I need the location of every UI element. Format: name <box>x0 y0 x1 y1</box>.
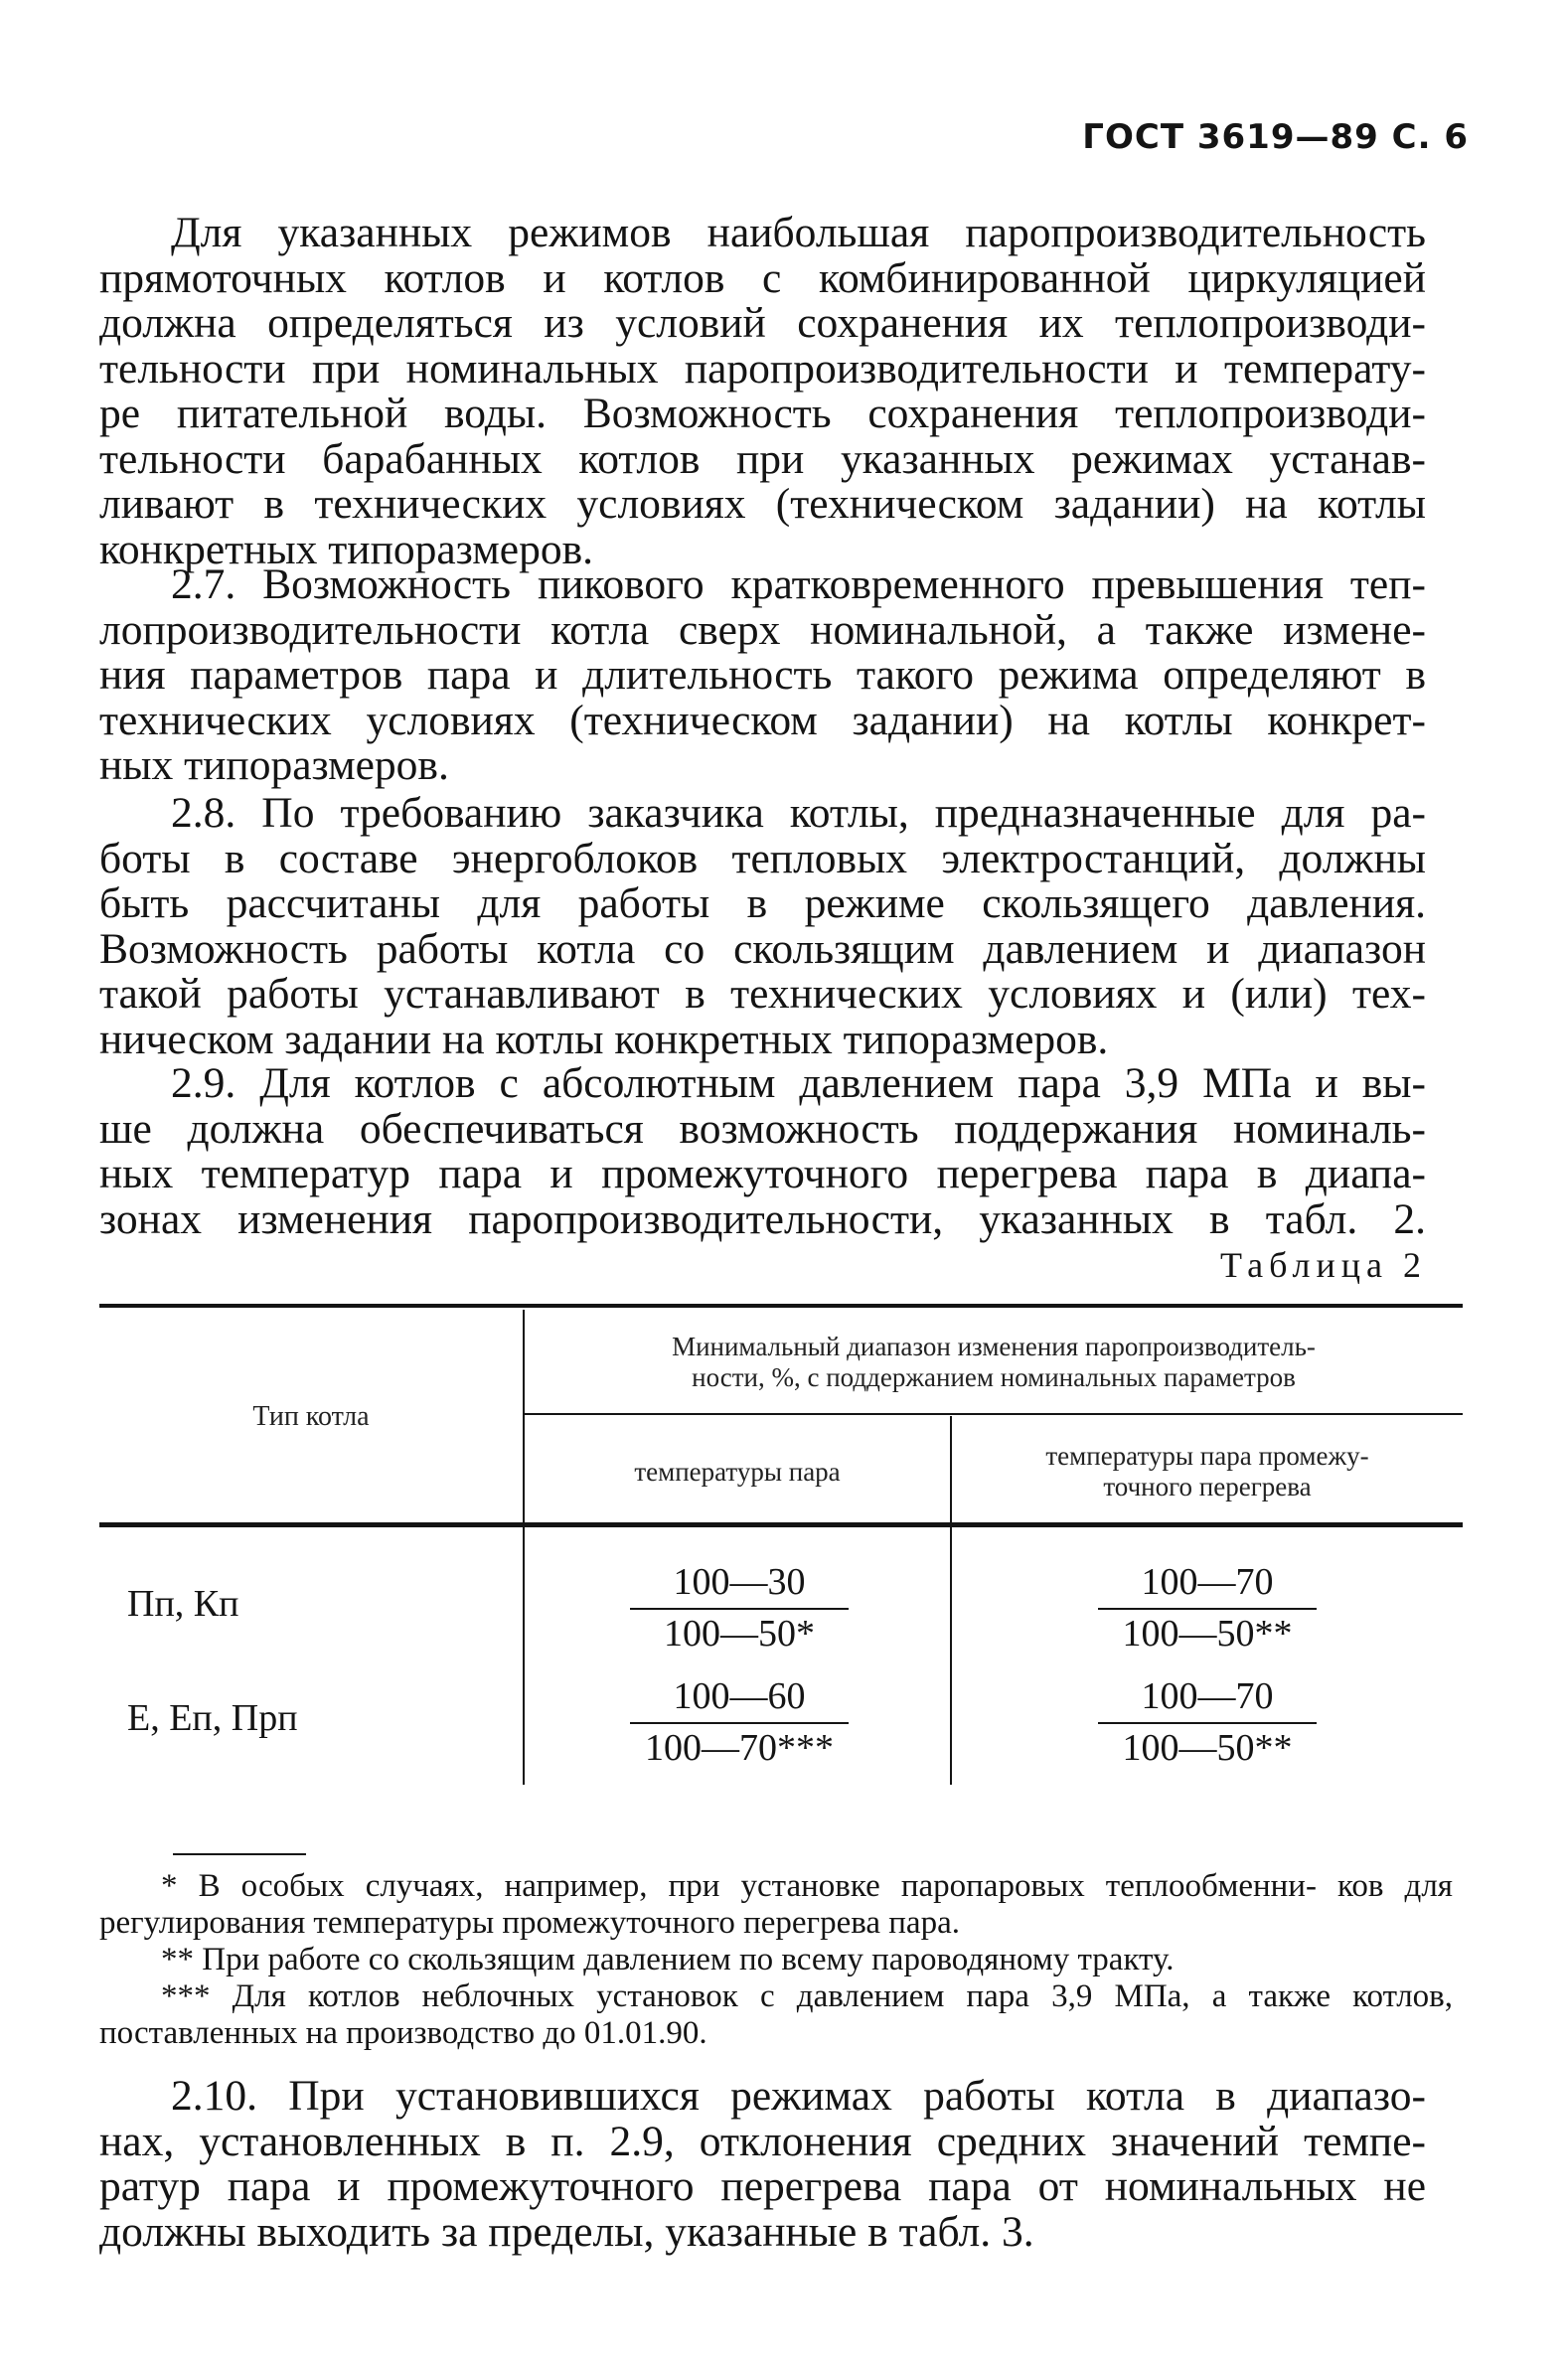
footnote-3: *** Для котлов неблочных установок с давлением пара 3,9 МПа, а также котлов, поставленных на производство до 01.01.90. <box>99 1978 1453 2051</box>
table-header-rule <box>99 1522 1463 1527</box>
text-line: Для указанных режимов наибольшая паропроизводительность <box>171 209 1426 256</box>
fraction-denominator: 100—70*** <box>645 1727 834 1769</box>
col-header-reheat <box>952 1441 1463 1502</box>
text-line: быть рассчитаны для работы в режиме скользящего давления. <box>99 879 1426 927</box>
text-line: тельности барабанных котлов при указанных режимах устанав- <box>99 434 1426 483</box>
reheat-range-cell <box>1098 1560 1317 1656</box>
table-top-rule <box>99 1304 1463 1308</box>
paragraph-intro <box>99 211 1426 572</box>
text-line: Возможность работы котла со скользящим давлением и диапазон <box>99 924 1426 973</box>
footnotes <box>99 1868 1453 2052</box>
table-vertical-rule <box>523 1310 525 1785</box>
col-header-type: Тип котла <box>252 1401 370 1432</box>
boiler-type-cell: Е, Еп, Прп <box>127 1697 298 1739</box>
footnote-separator <box>173 1853 306 1855</box>
subheader-line: температуры пара промежу- <box>1045 1441 1369 1471</box>
steam-range-cell <box>630 1560 849 1656</box>
group-header-line: Минимальный диапазон изменения паропроизводитель- <box>672 1332 1316 1361</box>
boiler-type-cell: Пп, Кп <box>127 1583 239 1625</box>
fraction-denominator: 100—50** <box>1122 1727 1293 1769</box>
steam-range-cell <box>630 1674 849 1770</box>
subheader-line: точного перегрева <box>1103 1472 1312 1501</box>
group-header <box>556 1332 1431 1393</box>
text-line: ливают в технических условиях (техническом задании) на котлы <box>99 480 1426 528</box>
text-line: технических условиях (техническом задании) на котлы конкрет- <box>99 696 1426 744</box>
fraction-numerator: 100—70 <box>1098 1674 1317 1724</box>
text-line: ных температур пара и промежуточного перегрева пара в диапа- <box>99 1150 1426 1197</box>
text-line: 2.10. При установившихся режимах работы котла в диапазо- <box>171 2072 1426 2120</box>
page-header: ГОСТ 3619—89 С. 6 <box>1082 117 1469 157</box>
text-line: боты в составе энергоблоков тепловых электростанций, должны <box>99 834 1426 882</box>
text-line: 2.9. Для котлов с абсолютным давлением пара 3,9 МПа и вы- <box>171 1059 1426 1107</box>
fraction-numerator: 100—30 <box>630 1560 849 1610</box>
fraction-numerator: 100—60 <box>630 1674 849 1724</box>
text-line: такой работы устанавливают в технических условиях и (или) тех- <box>99 970 1426 1018</box>
text-line: зонах изменения паропроизводительности, указанных в табл. 2. <box>99 1194 1426 1243</box>
reheat-range-cell <box>1098 1674 1317 1770</box>
text-line: тельности при номинальных паропроизводительности и температу- <box>99 344 1426 393</box>
paragraph-2-8 <box>99 791 1426 1062</box>
paragraph-2-9 <box>99 1061 1426 1242</box>
text-line: ния параметров пара и длительность такого режима определяют в <box>99 651 1426 699</box>
paragraph-2-7 <box>99 562 1426 789</box>
table-caption: Таблица 2 <box>1220 1245 1427 1285</box>
text-line: должны выходить за пределы, указанные в табл. 3. <box>99 2207 1034 2256</box>
group-header-line: ности, %, с поддержанием номинальных параметров <box>692 1362 1296 1392</box>
fraction-denominator: 100—50* <box>664 1613 815 1655</box>
text-line: лопроизводительности котла сверх номинальной, а также измене- <box>99 605 1426 654</box>
footnote-2: ** При работе со скользящим давлением по всему пароводяному тракту. <box>161 1942 1175 1977</box>
text-line: нах, установленных в п. 2.9, отклонения средних значений темпе- <box>99 2117 1426 2165</box>
text-line: ных типоразмеров. <box>99 741 449 789</box>
text-line: ше должна обеспечиваться возможность поддержания номиналь- <box>99 1104 1426 1153</box>
table-subheader-rule <box>525 1413 1463 1415</box>
text-line: ре питательной воды. Возможность сохранения теплопроизводи- <box>99 390 1426 437</box>
paragraph-2-10 <box>99 2074 1426 2255</box>
fraction-denominator: 100—50** <box>1122 1613 1293 1655</box>
text-line: прямоточных котлов и котлов с комбинированной циркуляцией <box>99 253 1426 302</box>
text-line: ратур пара и промежуточного перегрева пара от номинальных не <box>99 2162 1426 2210</box>
text-line: должна определяться из условий сохранения их теплопроизводи- <box>99 299 1426 347</box>
col-header-steam: температуры пара <box>634 1457 841 1487</box>
text-line: 2.8. По требованию заказчика котлы, предназначенные для ра- <box>171 789 1426 837</box>
text-line: 2.7. Возможность пикового кратковременного превышения теп- <box>171 560 1426 608</box>
footnote-1: * В особых случаях, например, при установке паропаровых теплообменни- ков для регулирования температуры промежуточного перегрева пара. <box>99 1868 1453 1941</box>
text-line: ническом задании на котлы конкретных типоразмеров. <box>99 1015 1109 1063</box>
text-line: конкретных типоразмеров. <box>99 525 593 573</box>
fraction-numerator: 100—70 <box>1098 1560 1317 1610</box>
